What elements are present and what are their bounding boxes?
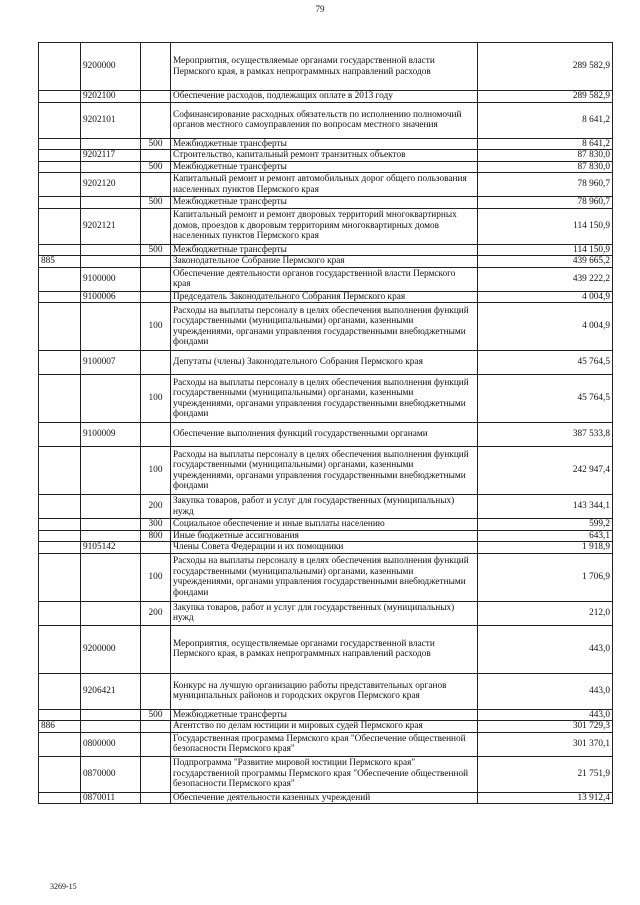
table-row bbox=[39, 150, 613, 162]
csr-cell bbox=[81, 161, 141, 173]
document-code: 3269-15 bbox=[50, 882, 77, 891]
vr-cell bbox=[141, 423, 171, 447]
csr-cell: 9200000 bbox=[81, 43, 141, 91]
table-row bbox=[39, 495, 613, 519]
ved-cell bbox=[39, 150, 81, 162]
vr-cell bbox=[141, 267, 171, 291]
name-cell: Расходы на выплаты персоналу в целях обеспечения выполнения функций государственными (муниципальными) органами, казенными учреждениями, органами управления государственными внебюджетными фондами bbox=[171, 553, 478, 601]
vr-cell: 500 bbox=[141, 138, 171, 150]
vr-cell: 100 bbox=[141, 375, 171, 423]
name-cell: Обеспечение расходов, подлежащих оплате в 2013 году bbox=[171, 91, 478, 103]
table-row bbox=[39, 267, 613, 291]
ved-cell bbox=[39, 732, 81, 756]
ved-cell bbox=[39, 102, 81, 138]
csr-cell: 9202120 bbox=[81, 173, 141, 197]
name-cell: Капитальный ремонт и ремонт дворовых территорий многоквартирных домов, проездов к дворовым территориям многоквартирных домов населенных пунктов Пермского края bbox=[171, 208, 478, 244]
table-row bbox=[39, 423, 613, 447]
csr-cell: 9202100 bbox=[81, 91, 141, 103]
name-cell: Мероприятия, осуществляемые органами государственной власти Пермского края, в рамках непрограммных направлений расходов bbox=[171, 43, 478, 91]
sum-cell: 4 004,9 bbox=[478, 291, 613, 303]
sum-cell: 13 912,4 bbox=[478, 792, 613, 804]
sum-cell: 8 641,2 bbox=[478, 138, 613, 150]
sum-cell: 387 533,8 bbox=[478, 423, 613, 447]
table-row bbox=[39, 102, 613, 138]
name-cell: Конкурс на лучшую организацию работы представительных органов муниципальных районов и городских округов Пермского края bbox=[171, 673, 478, 709]
vr-cell bbox=[141, 102, 171, 138]
vr-cell bbox=[141, 256, 171, 268]
ved-cell bbox=[39, 351, 81, 375]
sum-cell: 1 918,9 bbox=[478, 542, 613, 554]
ved-cell bbox=[39, 161, 81, 173]
csr-cell bbox=[81, 519, 141, 531]
name-cell: Расходы на выплаты персоналу в целях обеспечения выполнения функций государственными (муниципальными) органами, казенными учреждениями, органами управления государственными внебюджетными фондами bbox=[171, 303, 478, 351]
name-cell: Председатель Законодательного Собрания Пермского края bbox=[171, 291, 478, 303]
sum-cell: 289 582,9 bbox=[478, 43, 613, 91]
name-cell: Софинансирование расходных обязательств по исполнению полномочий органов местного самоуправления по вопросам местного значения bbox=[171, 102, 478, 138]
table-row bbox=[39, 256, 613, 268]
table-row bbox=[39, 530, 613, 542]
name-cell: Капитальный ремонт и ремонт автомобильных дорог общего пользования населенных пунктов Пермского края bbox=[171, 173, 478, 197]
csr-cell: 9202117 bbox=[81, 150, 141, 162]
table-row bbox=[39, 43, 613, 91]
name-cell: Строительство, капитальный ремонт транзитных объектов bbox=[171, 150, 478, 162]
csr-cell bbox=[81, 197, 141, 209]
vr-cell bbox=[141, 625, 171, 673]
csr-cell: 9202121 bbox=[81, 208, 141, 244]
table-row bbox=[39, 709, 613, 721]
sum-cell: 289 582,9 bbox=[478, 91, 613, 103]
name-cell: Расходы на выплаты персоналу в целях обеспечения выполнения функций государственными (муниципальными) органами, казенными учреждениями, органами управления государственными внебюджетными фондами bbox=[171, 447, 478, 495]
vr-cell bbox=[141, 291, 171, 303]
csr-cell: 0800000 bbox=[81, 732, 141, 756]
sum-cell: 87 830,0 bbox=[478, 150, 613, 162]
csr-cell bbox=[81, 244, 141, 256]
ved-cell bbox=[39, 519, 81, 531]
vr-cell bbox=[141, 673, 171, 709]
ved-cell bbox=[39, 244, 81, 256]
vr-cell bbox=[141, 150, 171, 162]
name-cell: Межбюджетные трансферты bbox=[171, 709, 478, 721]
page-number: 79 bbox=[315, 4, 325, 14]
sum-cell: 439 222,2 bbox=[478, 267, 613, 291]
name-cell: Закупка товаров, работ и услуг для государственных (муниципальных) нужд bbox=[171, 601, 478, 625]
csr-cell bbox=[81, 530, 141, 542]
ved-cell: 886 bbox=[39, 721, 81, 733]
ved-cell bbox=[39, 553, 81, 601]
vr-cell: 500 bbox=[141, 709, 171, 721]
table-row bbox=[39, 553, 613, 601]
ved-cell: 885 bbox=[39, 256, 81, 268]
sum-cell: 301 729,3 bbox=[478, 721, 613, 733]
table-row bbox=[39, 756, 613, 792]
table-row bbox=[39, 601, 613, 625]
table-row bbox=[39, 244, 613, 256]
ved-cell bbox=[39, 756, 81, 792]
name-cell: Иные бюджетные ассигнования bbox=[171, 530, 478, 542]
table-row bbox=[39, 625, 613, 673]
csr-cell bbox=[81, 553, 141, 601]
vr-cell bbox=[141, 208, 171, 244]
name-cell: Обеспечение деятельности органов государственной власти Пермского края bbox=[171, 267, 478, 291]
vr-cell bbox=[141, 173, 171, 197]
csr-cell bbox=[81, 138, 141, 150]
name-cell: Расходы на выплаты персоналу в целях обеспечения выполнения функций государственными (муниципальными) органами, казенными учреждениями, органами управления государственными внебюджетными фондами bbox=[171, 375, 478, 423]
table-row bbox=[39, 161, 613, 173]
sum-cell: 599,2 bbox=[478, 519, 613, 531]
vr-cell: 200 bbox=[141, 601, 171, 625]
csr-cell bbox=[81, 375, 141, 423]
ved-cell bbox=[39, 625, 81, 673]
csr-cell: 9100007 bbox=[81, 351, 141, 375]
csr-cell: 0870000 bbox=[81, 756, 141, 792]
vr-cell bbox=[141, 91, 171, 103]
sum-cell: 21 751,9 bbox=[478, 756, 613, 792]
ved-cell bbox=[39, 542, 81, 554]
ved-cell bbox=[39, 197, 81, 209]
table-row bbox=[39, 291, 613, 303]
name-cell: Межбюджетные трансферты bbox=[171, 244, 478, 256]
vr-cell: 100 bbox=[141, 447, 171, 495]
vr-cell: 100 bbox=[141, 303, 171, 351]
table-row bbox=[39, 351, 613, 375]
vr-cell: 500 bbox=[141, 161, 171, 173]
sum-cell: 301 370,1 bbox=[478, 732, 613, 756]
ved-cell bbox=[39, 303, 81, 351]
csr-cell: 9100006 bbox=[81, 291, 141, 303]
vr-cell bbox=[141, 756, 171, 792]
name-cell: Подпрограмма "Развитие мировой юстиции Пермского края" государственной программы Пермского края "Обеспечение общественной безопасности Пермского края" bbox=[171, 756, 478, 792]
name-cell: Межбюджетные трансферты bbox=[171, 138, 478, 150]
vr-cell: 100 bbox=[141, 553, 171, 601]
sum-cell: 8 641,2 bbox=[478, 102, 613, 138]
name-cell: Закупка товаров, работ и услуг для государственных (муниципальных) нужд bbox=[171, 495, 478, 519]
csr-cell bbox=[81, 721, 141, 733]
sum-cell: 443,0 bbox=[478, 709, 613, 721]
ved-cell bbox=[39, 673, 81, 709]
sum-cell: 78 960,7 bbox=[478, 173, 613, 197]
table-row bbox=[39, 721, 613, 733]
csr-cell: 9206421 bbox=[81, 673, 141, 709]
vr-cell: 200 bbox=[141, 495, 171, 519]
vr-cell: 300 bbox=[141, 519, 171, 531]
table-row bbox=[39, 375, 613, 423]
vr-cell bbox=[141, 542, 171, 554]
sum-cell: 45 764,5 bbox=[478, 351, 613, 375]
table-row bbox=[39, 173, 613, 197]
csr-cell: 9100009 bbox=[81, 423, 141, 447]
csr-cell bbox=[81, 709, 141, 721]
table-row bbox=[39, 208, 613, 244]
ved-cell bbox=[39, 43, 81, 91]
name-cell: Межбюджетные трансферты bbox=[171, 161, 478, 173]
csr-cell bbox=[81, 601, 141, 625]
vr-cell bbox=[141, 43, 171, 91]
csr-cell: 9202101 bbox=[81, 102, 141, 138]
sum-cell: 242 947,4 bbox=[478, 447, 613, 495]
ved-cell bbox=[39, 173, 81, 197]
table-row bbox=[39, 91, 613, 103]
sum-cell: 643,1 bbox=[478, 530, 613, 542]
table-row bbox=[39, 542, 613, 554]
table-row bbox=[39, 519, 613, 531]
ved-cell bbox=[39, 495, 81, 519]
name-cell: Законодательное Собрание Пермского края bbox=[171, 256, 478, 268]
name-cell: Агентство по делам юстиции и мировых судей Пермского края bbox=[171, 721, 478, 733]
sum-cell: 439 665,2 bbox=[478, 256, 613, 268]
vr-cell: 800 bbox=[141, 530, 171, 542]
vr-cell bbox=[141, 732, 171, 756]
ved-cell bbox=[39, 792, 81, 804]
ved-cell bbox=[39, 267, 81, 291]
table-row bbox=[39, 732, 613, 756]
csr-cell: 0870011 bbox=[81, 792, 141, 804]
sum-cell: 143 344,1 bbox=[478, 495, 613, 519]
ved-cell bbox=[39, 208, 81, 244]
budget-table bbox=[38, 42, 613, 804]
ved-cell bbox=[39, 138, 81, 150]
ved-cell bbox=[39, 709, 81, 721]
ved-cell bbox=[39, 423, 81, 447]
sum-cell: 4 004,9 bbox=[478, 303, 613, 351]
csr-cell bbox=[81, 495, 141, 519]
table-row bbox=[39, 673, 613, 709]
csr-cell bbox=[81, 256, 141, 268]
sum-cell: 443,0 bbox=[478, 625, 613, 673]
sum-cell: 443,0 bbox=[478, 673, 613, 709]
vr-cell bbox=[141, 721, 171, 733]
sum-cell: 45 764,5 bbox=[478, 375, 613, 423]
sum-cell: 87 830,0 bbox=[478, 161, 613, 173]
csr-cell: 9100000 bbox=[81, 267, 141, 291]
ved-cell bbox=[39, 91, 81, 103]
name-cell: Члены Совета Федерации и их помощники bbox=[171, 542, 478, 554]
name-cell: Обеспечение деятельности казенных учреждений bbox=[171, 792, 478, 804]
ved-cell bbox=[39, 530, 81, 542]
csr-cell bbox=[81, 303, 141, 351]
ved-cell bbox=[39, 291, 81, 303]
vr-cell: 500 bbox=[141, 244, 171, 256]
vr-cell bbox=[141, 351, 171, 375]
sum-cell: 114 150,9 bbox=[478, 244, 613, 256]
table-row bbox=[39, 447, 613, 495]
name-cell: Государственная программа Пермского края "Обеспечение общественной безопасности Пермского края" bbox=[171, 732, 478, 756]
table-row bbox=[39, 197, 613, 209]
ved-cell bbox=[39, 375, 81, 423]
ved-cell bbox=[39, 601, 81, 625]
table-row bbox=[39, 138, 613, 150]
csr-cell bbox=[81, 447, 141, 495]
sum-cell: 114 150,9 bbox=[478, 208, 613, 244]
ved-cell bbox=[39, 447, 81, 495]
name-cell: Обеспечение выполнения функций государственными органами bbox=[171, 423, 478, 447]
name-cell: Депутаты (члены) Законодательного Собрания Пермского края bbox=[171, 351, 478, 375]
table-row bbox=[39, 792, 613, 804]
sum-cell: 78 960,7 bbox=[478, 197, 613, 209]
sum-cell: 212,0 bbox=[478, 601, 613, 625]
sum-cell: 1 706,9 bbox=[478, 553, 613, 601]
name-cell: Мероприятия, осуществляемые органами государственной власти Пермского края, в рамках непрограммных направлений расходов bbox=[171, 625, 478, 673]
table-row bbox=[39, 303, 613, 351]
name-cell: Социальное обеспечение и иные выплаты населению bbox=[171, 519, 478, 531]
vr-cell bbox=[141, 792, 171, 804]
name-cell: Межбюджетные трансферты bbox=[171, 197, 478, 209]
csr-cell: 9105142 bbox=[81, 542, 141, 554]
vr-cell: 500 bbox=[141, 197, 171, 209]
csr-cell: 9200000 bbox=[81, 625, 141, 673]
